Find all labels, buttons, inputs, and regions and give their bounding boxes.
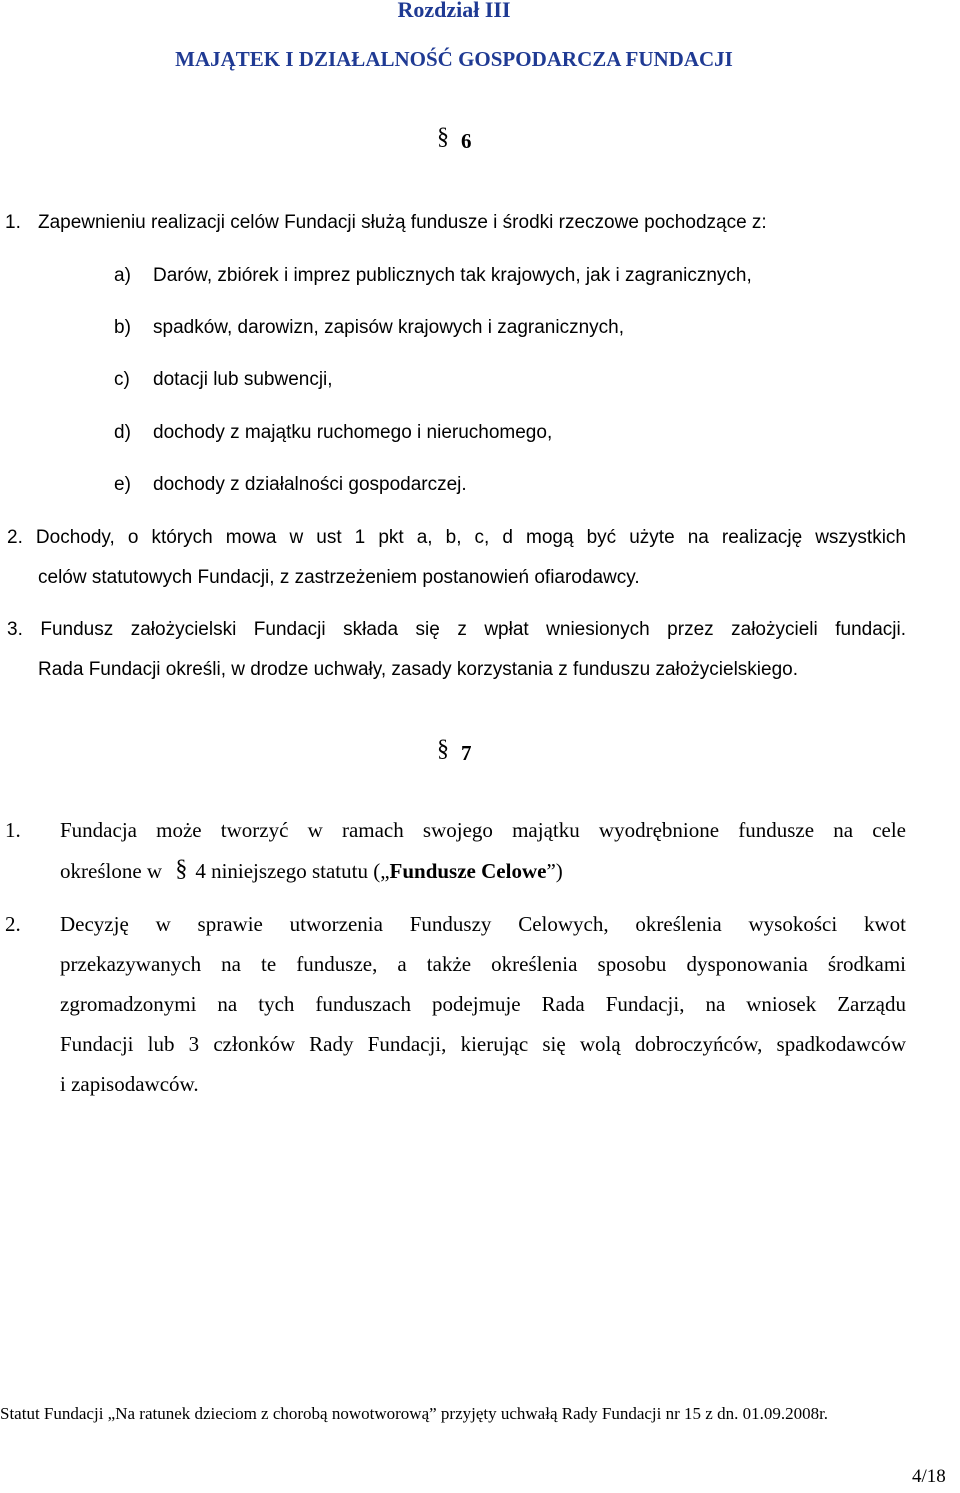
paragraph-text: Fundacji lub 3 członków Rady Fundacji, kierując się wolą dobroczyńców, spadkodawców [60, 1032, 906, 1056]
list-item-label: c) [114, 369, 130, 390]
text-fragment: ”) [546, 859, 563, 883]
list-item-label: d) [114, 422, 131, 443]
list-item: dochody z działalności gospodarczej. [153, 474, 467, 495]
section-6-heading [437, 124, 472, 155]
section-sign-icon: § [437, 736, 449, 762]
paragraph-number: 1. [5, 212, 21, 233]
defined-term: Fundusze Celowe [389, 859, 547, 883]
section-7-heading [437, 736, 472, 767]
paragraph-text: i zapisodawców. [60, 1072, 199, 1096]
paragraph-text: 3. Fundusz założycielski Fundacji składa się z wpłat wniesionych przez założycieli fundacji. [7, 619, 906, 640]
chapter-subtitle: MAJĄTEK I DZIAŁALNOŚĆ GOSPODARCZA FUNDACJI [175, 47, 733, 71]
paragraph-text: zgromadzonymi na tych funduszach podejmuje Rada Fundacji, na wniosek Zarządu [60, 992, 906, 1016]
section-sign-icon: § [437, 124, 449, 150]
list-item: spadków, darowizn, zapisów krajowych i zagranicznych, [153, 317, 624, 338]
text-fragment: 4 niniejszego statutu („ [195, 859, 390, 883]
paragraph-text: przekazywanych na te fundusze, a także określenia sposobu dysponowania środkami [60, 952, 906, 976]
paragraph-text: Rada Fundacji określi, w drodze uchwały, zasady korzystania z funduszu założycielskiego. [38, 659, 799, 680]
paragraph-number: 1. [5, 818, 21, 842]
list-item-label: b) [114, 317, 131, 338]
page-number: 4/18 [912, 1466, 946, 1487]
paragraph-text: 2. Dochody, o których mowa w ust 1 pkt a, b, c, d mogą być użyte na realizację wszystkich [7, 527, 906, 548]
paragraph-text [60, 858, 563, 885]
paragraph-text: celów statutowych Fundacji, z zastrzeżeniem postanowień ofiarodawcy. [38, 567, 640, 588]
list-item: Darów, zbiórek i imprez publicznych tak krajowych, jak i zagranicznych, [153, 265, 752, 286]
paragraph-number: 2. [5, 912, 21, 936]
section-sign-icon: § [175, 856, 188, 882]
paragraph-text: Decyzję w sprawie utworzenia Funduszy Celowych, określenia wysokości kwot [60, 912, 906, 936]
section-number: 7 [461, 741, 472, 765]
paragraph-text: Zapewnieniu realizacji celów Fundacji służą fundusze i środki rzeczowe pochodzące z: [38, 212, 767, 233]
text-fragment: określone w [60, 859, 163, 883]
list-item: dotacji lub subwencji, [153, 369, 333, 390]
list-item-label: a) [114, 265, 131, 286]
section-number: 6 [461, 129, 472, 153]
chapter-title: Rozdział III [397, 0, 511, 22]
list-item-label: e) [114, 474, 131, 495]
paragraph-text: Fundacja może tworzyć w ramach swojego majątku wyodrębnione fundusze na cele [60, 818, 906, 842]
list-item: dochody z majątku ruchomego i nieruchomego, [153, 422, 553, 443]
footer-statute-line: Statut Fundacji „Na ratunek dzieciom z chorobą nowotworową” przyjęty uchwałą Rady Fundacji nr 15 z dn. 01.09.2008r. [0, 1404, 829, 1423]
